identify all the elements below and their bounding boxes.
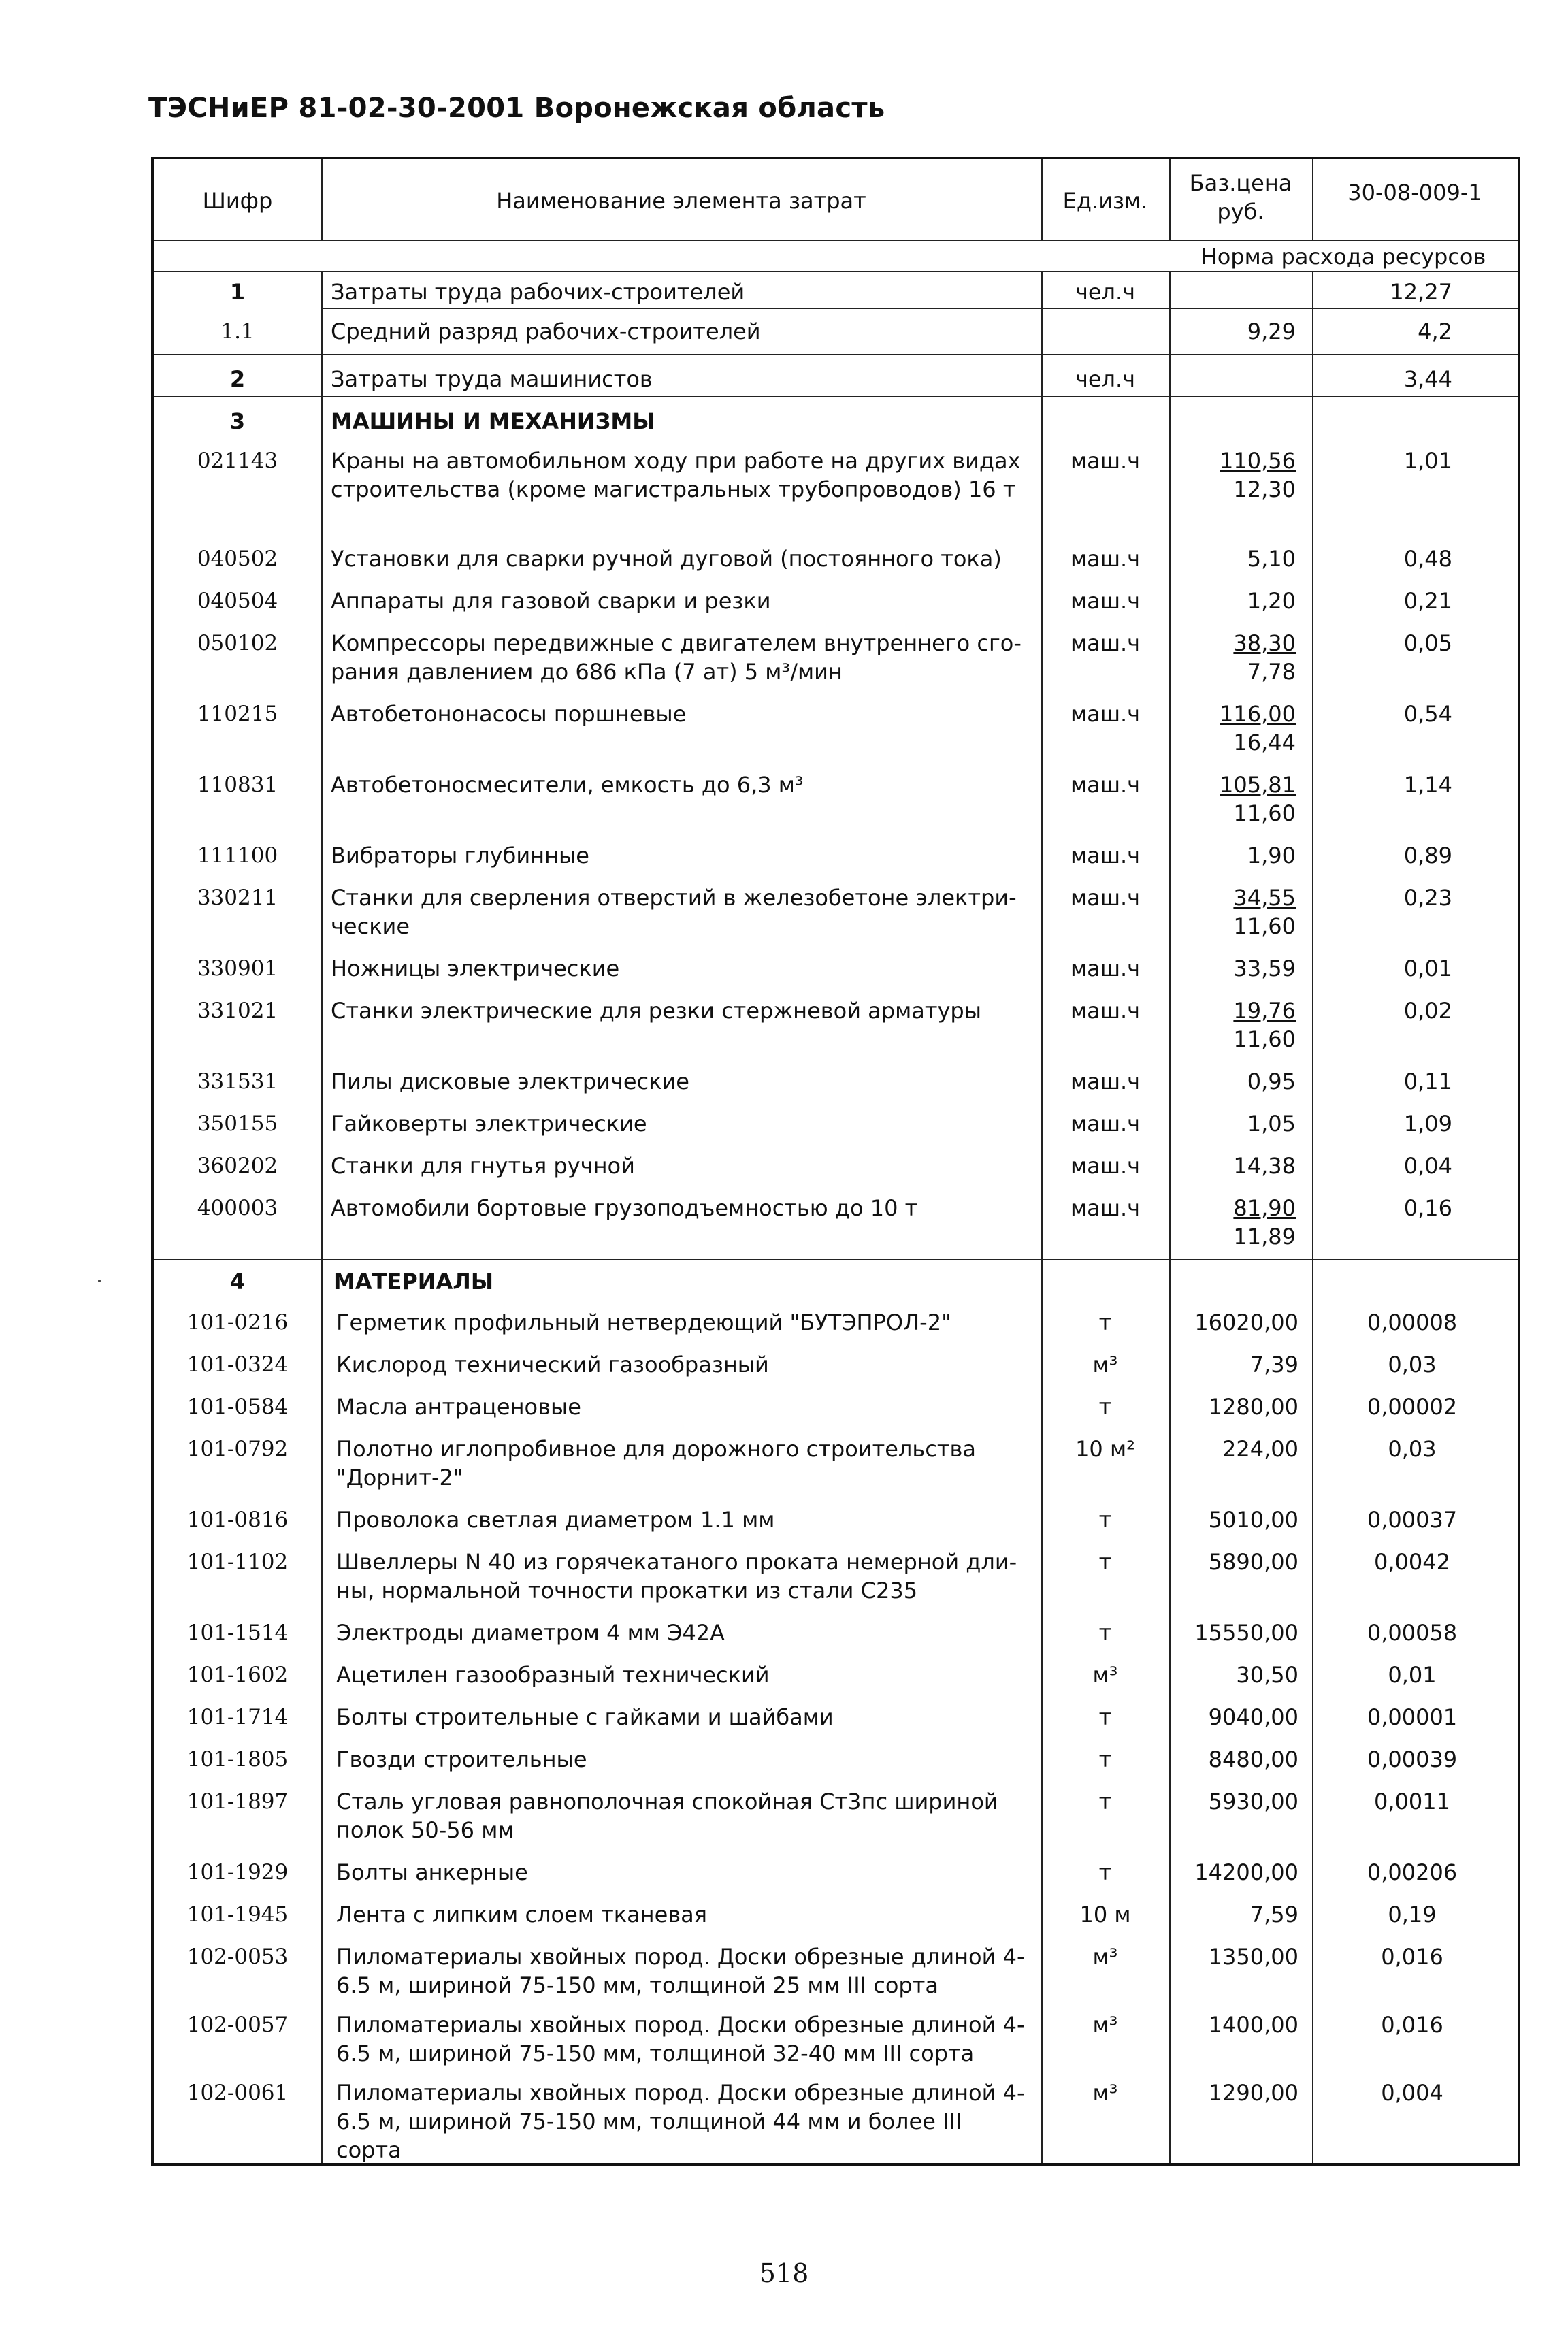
machine-price: 105,81 [1220, 772, 1296, 798]
machine-wage: 16,44 [1233, 730, 1296, 755]
machine-unit: маш.ч [1070, 1069, 1141, 1094]
machine-name: Аппараты для газовой сварки и резки [331, 588, 771, 614]
machine-code: 331021 [197, 998, 278, 1023]
machine-wage: 11,60 [1233, 1026, 1296, 1052]
machine-price: 0,95 [1247, 1069, 1296, 1094]
machine-name: Станки для гнутья ручной [331, 1153, 635, 1179]
material-code: 101-1714 [186, 1705, 289, 1729]
material-unit: м³ [1092, 2012, 1118, 2038]
header-norm-code: 30-08-009-1 [1348, 180, 1482, 206]
material-code: 101-1945 [186, 1902, 289, 1927]
labor-name: Средний разряд рабочих-строителей [331, 319, 761, 344]
machine-name: Автобетоносмесители, емкость до 6,3 м³ [331, 772, 804, 798]
material-norm: 0,01 [1388, 1662, 1437, 1688]
material-code: 101-1805 [186, 1747, 289, 1772]
machine-unit: маш.ч [1070, 448, 1141, 474]
material-name: Сталь угловая равнополочная спокойная Ст3пс шириной [336, 1789, 998, 1814]
machine-norm: 0,21 [1403, 588, 1452, 614]
column-divider [321, 159, 323, 240]
machine-price: 19,76 [1233, 998, 1296, 1024]
column-divider [1041, 396, 1043, 1259]
labor-unit: чел.ч [1075, 279, 1136, 305]
material-name: "Дорнит-2" [336, 1465, 463, 1491]
machine-price: 1,90 [1247, 843, 1296, 868]
column-divider [1169, 159, 1171, 240]
machine-name: Ножницы электрические [331, 956, 620, 981]
machine-unit: маш.ч [1070, 1153, 1141, 1179]
material-norm: 0,00039 [1367, 1746, 1458, 1772]
material-norm: 0,016 [1381, 1944, 1443, 1970]
column-divider [321, 271, 323, 396]
document-title: ТЭСНиЕР 81-02-30-2001 Воронежская область [148, 93, 885, 124]
material-name: Пиломатериалы хвойных пород. Доски обрезные длиной 4- [336, 2012, 1025, 2038]
material-norm: 0,00058 [1367, 1620, 1458, 1646]
machine-price: 116,00 [1220, 701, 1296, 727]
labor-norm: 3,44 [1403, 366, 1452, 392]
material-unit: т [1098, 1620, 1112, 1646]
material-name: Герметик профильный нетвердеющий "БУТЭПРОЛ-2" [336, 1309, 951, 1335]
material-name: ны, нормальной точности прокатки из стали С235 [336, 1578, 918, 1604]
machine-wage: 12,30 [1233, 476, 1296, 502]
machine-name: Пилы дисковые электрические [331, 1069, 689, 1094]
material-name: Полотно иглопробивное для дорожного строительства [336, 1436, 976, 1462]
material-code: 101-0792 [186, 1437, 289, 1461]
machine-norm: 0,01 [1403, 956, 1452, 981]
material-norm: 0,00037 [1367, 1507, 1458, 1533]
material-name: 6.5 м, шириной 75-150 мм, толщиной 25 мм III сорта [336, 1972, 938, 1998]
material-norm: 0,0011 [1374, 1789, 1450, 1814]
machine-name: Вибраторы глубинные [331, 843, 589, 868]
machine-unit: маш.ч [1070, 546, 1141, 572]
column-divider [321, 396, 323, 1259]
material-code: 101-1514 [186, 1621, 289, 1645]
material-norm: 0,03 [1388, 1436, 1437, 1462]
material-unit: м³ [1092, 1662, 1118, 1688]
material-norm: 0,00008 [1367, 1309, 1458, 1335]
material-name: 6.5 м, шириной 75-150 мм, толщиной 32-40 мм III сорта [336, 2040, 975, 2066]
machine-code: 110215 [197, 702, 278, 726]
labor-code: 1.1 [220, 319, 255, 344]
material-code: 101-0816 [186, 1508, 289, 1532]
machine-unit: маш.ч [1070, 885, 1141, 911]
material-code: 102-0053 [186, 1944, 289, 1969]
machine-name: Краны на автомобильном ходу при работе на других видах [331, 448, 1021, 474]
material-unit: т [1098, 1309, 1112, 1335]
material-price: 1400,00 [1208, 2012, 1298, 2038]
machine-code: 330901 [197, 956, 278, 981]
machine-code: 350155 [197, 1111, 278, 1136]
column-divider [1312, 1259, 1313, 2163]
material-price: 30,50 [1236, 1662, 1298, 1688]
material-unit: м³ [1092, 1352, 1118, 1378]
material-price: 5010,00 [1208, 1507, 1298, 1533]
column-divider [1041, 159, 1043, 240]
column-divider [1312, 396, 1313, 1259]
column-divider [1041, 1259, 1043, 2163]
machine-unit: маш.ч [1070, 772, 1141, 798]
material-name: Пиломатериалы хвойных пород. Доски обрезные длиной 4- [336, 2080, 1025, 2106]
column-divider [1312, 271, 1313, 396]
machine-code: 040504 [197, 589, 278, 613]
norm-caption: Норма расхода ресурсов [1200, 244, 1486, 270]
labor-divider [154, 354, 1518, 355]
column-divider [1169, 1259, 1171, 2163]
column-divider [1169, 271, 1171, 396]
material-name: Лента с липким слоем тканевая [336, 1902, 707, 1927]
machine-code: 360202 [197, 1154, 278, 1178]
material-name: Болты анкерные [336, 1859, 528, 1885]
machine-norm: 0,05 [1403, 630, 1452, 656]
material-price: 1350,00 [1208, 1944, 1298, 1970]
machine-unit: маш.ч [1070, 843, 1141, 868]
machine-unit: маш.ч [1070, 701, 1141, 727]
machine-name: строительства (кроме магистральных трубопроводов) 16 т [331, 476, 1016, 502]
material-name: Электроды диаметром 4 мм Э42А [336, 1620, 725, 1646]
material-unit: т [1098, 1859, 1112, 1885]
material-name: Болты строительные с гайками и шайбами [336, 1704, 834, 1730]
column-divider [1312, 159, 1313, 240]
machine-name: Компрессоры передвижные с двигателем внутреннего сго- [331, 630, 1022, 656]
machine-unit: маш.ч [1070, 956, 1141, 981]
material-price: 8480,00 [1208, 1746, 1298, 1772]
machine-norm: 0,89 [1403, 843, 1452, 868]
material-code: 101-1102 [186, 1550, 289, 1574]
material-price: 1290,00 [1208, 2080, 1298, 2106]
material-code: 101-0324 [186, 1352, 289, 1377]
labor-name: Затраты труда рабочих-строителей [331, 279, 745, 305]
material-price: 15550,00 [1194, 1620, 1298, 1646]
labor-code: 1 [229, 279, 246, 305]
machine-norm: 1,14 [1403, 772, 1452, 798]
material-name: Ацетилен газообразный технический [336, 1662, 770, 1688]
machine-price: 81,90 [1233, 1195, 1296, 1221]
materials-section-title: МАТЕРИАЛЫ [333, 1269, 494, 1295]
machine-price: 14,38 [1233, 1153, 1296, 1179]
machine-norm: 0,04 [1403, 1153, 1452, 1179]
material-unit: т [1098, 1394, 1112, 1420]
machine-unit: маш.ч [1070, 588, 1141, 614]
material-code: 102-0057 [186, 2013, 289, 2037]
material-code: 101-1602 [186, 1663, 289, 1687]
material-name: Пиломатериалы хвойных пород. Доски обрезные длиной 4- [336, 1944, 1025, 1970]
machine-norm: 0,54 [1403, 701, 1452, 727]
machine-code: 110831 [197, 772, 278, 797]
labor-divider [321, 308, 1518, 309]
header-price-unit: руб. [1217, 199, 1264, 225]
machine-unit: маш.ч [1070, 998, 1141, 1024]
materials-section-code: 4 [229, 1269, 246, 1295]
material-name: Масла антраценовые [336, 1394, 581, 1420]
machine-code: 021143 [197, 449, 278, 473]
header-unit: Ед.изм. [1062, 188, 1148, 214]
header-code: Шифр [202, 188, 273, 214]
machine-name: Станки для сверления отверстий в железобетоне электри- [331, 885, 1017, 911]
material-norm: 0,016 [1381, 2012, 1443, 2038]
machine-norm: 1,01 [1403, 448, 1452, 474]
material-price: 5930,00 [1208, 1789, 1298, 1814]
machine-unit: маш.ч [1070, 1111, 1141, 1137]
material-price: 9040,00 [1208, 1704, 1298, 1730]
labor-price: 9,29 [1247, 319, 1296, 344]
material-name: полок 50-56 мм [336, 1817, 514, 1843]
labor-unit: чел.ч [1075, 366, 1136, 392]
scan-speck [98, 1280, 101, 1282]
material-unit: м³ [1092, 2080, 1118, 2106]
material-name: Проволока светлая диаметром 1.1 мм [336, 1507, 775, 1533]
material-unit: м³ [1092, 1944, 1118, 1970]
machine-unit: маш.ч [1070, 630, 1141, 656]
machine-wage: 11,60 [1233, 913, 1296, 939]
material-price: 7,59 [1250, 1902, 1298, 1927]
material-name: Швеллеры N 40 из горячекатаного проката немерной дли- [336, 1549, 1017, 1575]
machine-price: 5,10 [1247, 546, 1296, 572]
material-name: Кислород технический газообразный [336, 1352, 769, 1378]
labor-norm: 4,2 [1418, 319, 1452, 344]
machine-code: 330211 [197, 885, 278, 910]
material-name: 6.5 м, шириной 75-150 мм, толщиной 44 мм и более III [336, 2109, 962, 2134]
machine-norm: 1,09 [1403, 1111, 1452, 1137]
material-unit: т [1098, 1704, 1112, 1730]
material-norm: 0,00001 [1367, 1704, 1458, 1730]
material-price: 14200,00 [1194, 1859, 1298, 1885]
machines-section-code: 3 [229, 408, 246, 434]
labor-norm: 12,27 [1390, 279, 1452, 305]
machine-code: 331531 [197, 1069, 278, 1094]
machine-name: Автомобили бортовые грузоподъемностью до 10 т [331, 1195, 918, 1221]
machine-norm: 0,02 [1403, 998, 1452, 1024]
labor-code: 2 [229, 366, 246, 392]
machine-price: 33,59 [1233, 956, 1296, 981]
material-unit: 10 м² [1075, 1436, 1135, 1462]
labor-name: Затраты труда машинистов [331, 366, 653, 392]
machine-norm: 0,23 [1403, 885, 1452, 911]
machine-price: 34,55 [1233, 885, 1296, 911]
machine-name: рания давлением до 686 кПа (7 ат) 5 м³/мин [331, 659, 843, 685]
machine-code: 400003 [197, 1196, 278, 1220]
machine-price: 38,30 [1233, 630, 1296, 656]
material-norm: 0,00002 [1367, 1394, 1458, 1420]
machine-wage: 11,89 [1233, 1224, 1296, 1250]
machine-name: Установки для сварки ручной дуговой (постоянного тока) [331, 546, 1002, 572]
column-divider [321, 1259, 323, 2163]
machine-wage: 7,78 [1247, 659, 1296, 685]
material-code: 101-0216 [186, 1310, 289, 1335]
machine-code: 111100 [197, 843, 278, 868]
material-norm: 0,0042 [1374, 1549, 1450, 1575]
machine-code: 050102 [197, 631, 278, 655]
material-name: сорта [336, 2137, 402, 2163]
machine-name: Гайковерты электрические [331, 1111, 647, 1137]
material-unit: т [1098, 1746, 1112, 1772]
material-norm: 0,004 [1381, 2080, 1443, 2106]
header-bottom-line [154, 240, 1518, 241]
material-norm: 0,19 [1388, 1902, 1437, 1927]
material-price: 7,39 [1250, 1352, 1298, 1378]
machine-norm: 0,48 [1403, 546, 1452, 572]
material-code: 101-1897 [186, 1789, 289, 1814]
material-unit: т [1098, 1789, 1112, 1814]
header-name: Наименование элемента затрат [496, 188, 866, 214]
machine-norm: 0,11 [1403, 1069, 1452, 1094]
material-unit: т [1098, 1549, 1112, 1575]
material-code: 101-0584 [186, 1395, 289, 1419]
machine-norm: 0,16 [1403, 1195, 1452, 1221]
machines-section-title: МАШИНЫ И МЕХАНИЗМЫ [331, 408, 655, 434]
column-divider [1169, 396, 1171, 1259]
material-code: 102-0061 [186, 2081, 289, 2105]
material-price: 224,00 [1222, 1436, 1298, 1462]
material-norm: 0,00206 [1367, 1859, 1458, 1885]
material-code: 101-1929 [186, 1860, 289, 1885]
material-price: 16020,00 [1194, 1309, 1298, 1335]
machine-name: Автобетононасосы поршневые [331, 701, 687, 727]
machine-price: 1,20 [1247, 588, 1296, 614]
page-number: 518 [759, 2258, 809, 2288]
machine-wage: 11,60 [1233, 800, 1296, 826]
material-unit: 10 м [1079, 1902, 1131, 1927]
machine-unit: маш.ч [1070, 1195, 1141, 1221]
header-price: Баз.цена [1189, 170, 1292, 196]
material-unit: т [1098, 1507, 1112, 1533]
machine-name: Станки электрические для резки стержневой арматуры [331, 998, 981, 1024]
machine-price: 1,05 [1247, 1111, 1296, 1137]
machine-price: 110,56 [1220, 448, 1296, 474]
machine-name: ческие [331, 913, 410, 939]
material-price: 5890,00 [1208, 1549, 1298, 1575]
column-divider [1041, 271, 1043, 396]
material-price: 1280,00 [1208, 1394, 1298, 1420]
material-norm: 0,03 [1388, 1352, 1437, 1378]
material-name: Гвозди строительные [336, 1746, 587, 1772]
machine-code: 040502 [197, 547, 278, 571]
